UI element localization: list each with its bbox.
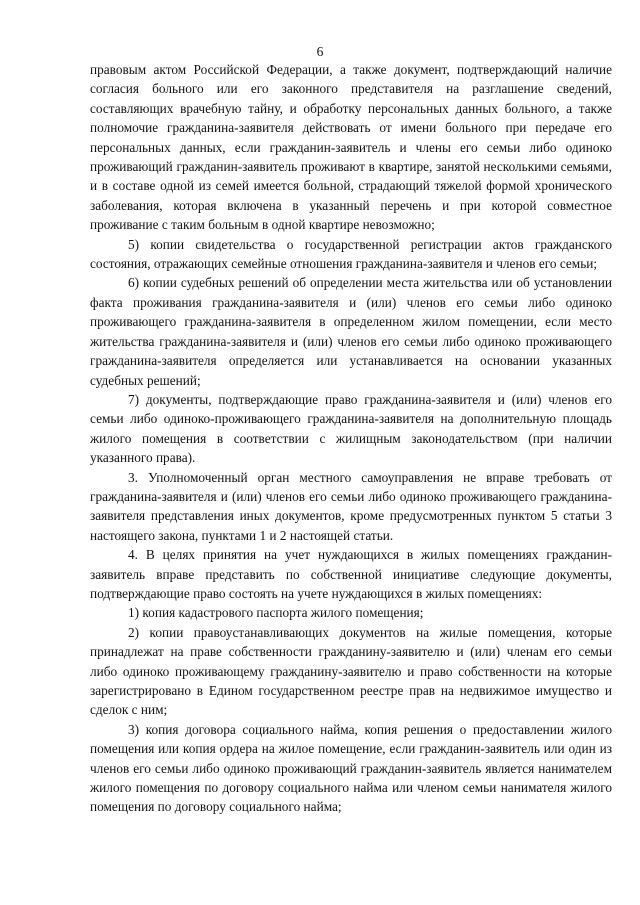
paragraph-item-5: 5) копии свидетельства о государственной регистрации актов гражданского состояния, отражающих семейные отношения гражданина-заявителя и членов его семьи;: [90, 236, 612, 272]
page-number: 6: [316, 44, 324, 59]
document-body: [90, 60, 612, 817]
paragraph-clause-4-item-3: 3) копия договора социального найма, копия решения о предоставлении жилого помещения или копия ордера на жилое помещение, если гражданин-заявитель или один из членов его семьи либо одиноко проживающий гражданин-заявитель является нанимателем жилого помещения по договору социального найма или членом семьи нанимателя жилого помещения по договору социального найма;: [90, 721, 612, 815]
paragraph-continuation: правовым актом Российской Федерации, а также документ, подтверждающий наличие согласия больного или его законного представителя на разглашение сведений, составляющих врачебную тайну, и обработку персональных данных больного, а также полномочие гражданина-заявителя действовать от имени больного при передаче его персональных данных, если гражданин-заявитель и члены его семьи либо одиноко проживающий гражданин-заявитель проживают в квартире, занятой несколькими семьями, и в составе одной из семей имеется больной, страдающий тяжелой формой хронического заболевания, которая включена в указанный перечень и при которой совместное проживание с таким больным в одной квартире невозможно;: [90, 62, 612, 233]
paragraph-clause-4-item-1: 1) копия кадастрового паспорта жилого помещения;: [128, 605, 424, 621]
paragraph-clause-3: 3. Уполномоченный орган местного самоуправления не вправе требовать от гражданина-заявителя и (или) членов его семьи либо одиноко проживающего гражданина-заявителя представления иных документов, кроме предусмотренных пунктом 5 статьи 3 настоящего закона, пунктами 1 и 2 настоящей статьи.: [90, 469, 612, 543]
paragraph-clause-4: 4. В целях принятия на учет нуждающихся в жилых помещениях гражданин-заявитель вправе представить по собственной инициативе следующие документы, подтверждающие право состоять на учете нуждающихся в жилых помещениях:: [90, 547, 612, 601]
paragraph-clause-4-item-2: 2) копии правоустанавливающих документов на жилые помещения, которые принадлежат на праве собственности гражданину-заявителю и (или) членам его семьи либо одиноко проживающему гражданину-заявителю и право собственности на которые зарегистрировано в Едином государственном реестре прав на недвижимое имущество и сделок с ним;: [90, 624, 612, 718]
paragraph-item-7: 7) документы, подтверждающие право гражданина-заявителя и (или) членов его семьи либо одиноко-проживающего гражданина-заявителя на дополнительную площадь жилого помещения в соответствии с жилищным законодательством (при наличии указанного права).: [90, 391, 612, 466]
paragraph-item-6: 6) копии судебных решений об определении места жительства или об установлении факта проживания гражданина-заявителя и (или) членов его семьи либо одиноко проживающего гражданина-заявителя в определенном жилом помещении, если место жительства гражданина-заявителя и (или) членов его семьи либо одиноко проживающего гражданина-заявителя определяется или устанавливается на основании указанных судебных решений;: [90, 275, 612, 388]
